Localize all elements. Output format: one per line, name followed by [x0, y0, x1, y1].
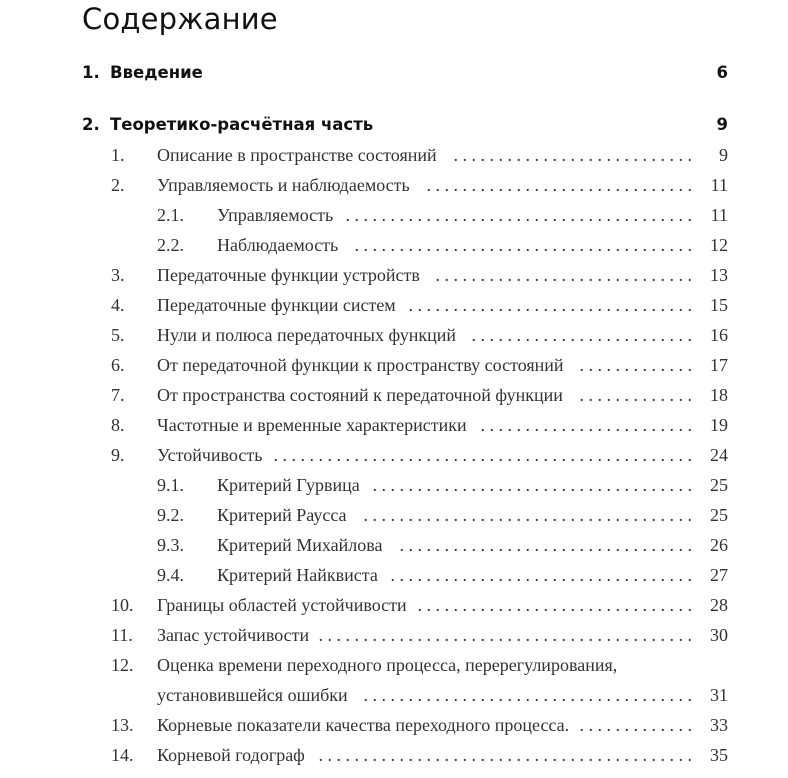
dot-leader: . . . . . . . . . . . . . . . . . . . . . . . . . . . . . . . .	[408, 295, 692, 315]
entry-page: 18	[710, 385, 728, 405]
entry-title: От передаточной функции к пространству состояний	[157, 355, 564, 375]
entry-page: 25	[710, 505, 728, 525]
toc-entry[interactable]	[0, 200, 788, 230]
entry-number: 1.	[111, 145, 125, 165]
entry-number: 5.	[111, 325, 125, 345]
dot-leader: . . . . . . . . . . . . . . . . . . . . . . . . . . . . . .	[426, 175, 692, 195]
entry-number: 9.2.	[157, 505, 184, 525]
chapter-page: 6	[716, 63, 728, 82]
entry-page: 30	[710, 625, 728, 645]
entry-number: 11.	[111, 625, 133, 645]
entry-number: 7.	[111, 385, 125, 405]
entry-title: Критерий Михайлова	[217, 535, 383, 555]
toc-entry[interactable]	[0, 470, 788, 500]
entry-number: 2.2.	[157, 235, 184, 255]
entry-title: Критерий Раусса	[217, 505, 347, 525]
entry-number: 13.	[111, 715, 134, 735]
entry-number: 3.	[111, 265, 125, 285]
chapter-page: 9	[716, 115, 728, 134]
entry-title: Передаточные функции устройств	[157, 265, 420, 285]
toc-entry[interactable]	[0, 590, 788, 620]
entry-title: Запас устойчивости	[157, 625, 310, 645]
chapter-number: 1.	[82, 63, 100, 82]
entry-title: От пространства состояний к передаточной функции	[157, 385, 563, 405]
entry-page: 9	[719, 145, 728, 165]
toc-entry[interactable]	[0, 410, 788, 440]
chapter-title: Теоретико-расчётная часть	[110, 115, 374, 134]
entry-page: 33	[710, 715, 728, 735]
dot-leader: . . . . . . . . . . . . . . . . . . . . . . . .	[480, 415, 692, 435]
entry-page: 13	[710, 265, 728, 285]
entry-number: 12.	[111, 655, 134, 675]
entry-number: 6.	[111, 355, 125, 375]
dot-leader: . . . . . . . . . . . . . . . . . . . . . . . . . . . . . . . . . . . . .	[363, 505, 692, 525]
toc-entry[interactable]	[0, 650, 788, 680]
chapter-number: 2.	[82, 115, 100, 134]
toc-entry[interactable]	[0, 170, 788, 200]
entry-page: 24	[710, 445, 728, 465]
dot-leader: . . . . . . . . . . . . . . . . . . . . . . . . . . . . . . . . . .	[390, 565, 692, 585]
toc-entry[interactable]	[0, 230, 788, 260]
chapter-title: Введение	[110, 63, 203, 82]
toc-entry[interactable]	[0, 710, 788, 740]
entry-title: Границы областей устойчивости	[157, 595, 407, 615]
entry-title: Описание в пространстве состояний	[157, 145, 437, 165]
entry-page: 17	[710, 355, 728, 375]
dot-leader: . . . . . . . . . . . . . . . . . . . . . . . . . . . . . . . . . . . . . . . . . .	[318, 625, 692, 645]
dot-leader: . . . . . . . . . . . . . . . . . . . . . . . . . . . . . . . . . . . . . . . . . . . . . . .	[273, 445, 692, 465]
entry-title: Корневые показатели качества переходного процесса.	[157, 715, 570, 735]
entry-title: Оценка времени переходного процесса, перерегулирования,	[157, 655, 618, 675]
entry-page: 25	[710, 475, 728, 495]
toc-entry[interactable]	[0, 620, 788, 650]
toc-entry[interactable]	[0, 680, 788, 710]
dot-leader: . . . . . . . . . . . . . . . . . . . . . . . . . . . . .	[435, 265, 692, 285]
toc-entry[interactable]	[0, 740, 788, 770]
dot-leader: . . . . . . . . . . . . . . . . . . . . . . . . . . . . . . . . . . . . . . . . . .	[318, 745, 692, 765]
toc-entry[interactable]	[0, 500, 788, 530]
toc-entry[interactable]	[0, 260, 788, 290]
entry-title: Корневой годограф	[157, 745, 305, 765]
entry-page: 31	[710, 685, 728, 705]
dot-leader: . . . . . . . . . . . . . . . . . . . . . . . . . . . . . . . . . . . . . . .	[345, 205, 692, 225]
entry-title: Критерий Гурвица	[217, 475, 360, 495]
toc-entry[interactable]	[0, 530, 788, 560]
dot-leader: . . . . . . . . . . . . . . . . . . . . . . . . . . . . . . . . .	[399, 535, 692, 555]
toc-entry[interactable]	[0, 350, 788, 380]
entry-page: 26	[710, 535, 728, 555]
entry-number: 10.	[111, 595, 134, 615]
entry-number: 14.	[111, 745, 134, 765]
page-title: Содержание	[82, 2, 278, 36]
dot-leader: . . . . . . . . . . . . . . . . . . . . . . . . . . .	[453, 145, 692, 165]
entry-page: 35	[710, 745, 728, 765]
dot-leader: . . . . . . . . . . . . . . . . . . . . . . . . . . . . . . . . . . . . . .	[354, 235, 692, 255]
entry-number: 4.	[111, 295, 125, 315]
entry-title: Частотные и временные характеристики	[157, 415, 467, 435]
dot-leader: . . . . . . . . . . . . .	[579, 385, 692, 405]
entry-title: Управляемость	[217, 205, 334, 225]
entry-title: установившейся ошибки	[157, 685, 348, 705]
toc-chapter-1[interactable]	[82, 61, 728, 85]
entry-number: 2.	[111, 175, 125, 195]
entry-page: 11	[710, 175, 728, 195]
dot-leader: . . . . . . . . . . . . . . . . . . . . . . . . . . . . . . .	[417, 595, 692, 615]
entry-page: 12	[710, 235, 728, 255]
toc-entry[interactable]	[0, 380, 788, 410]
entry-page: 11	[710, 205, 728, 225]
dot-leader: . . . . . . . . . . . . .	[579, 715, 692, 735]
entry-page: 15	[710, 295, 728, 315]
entry-page: 19	[710, 415, 728, 435]
entry-page: 16	[710, 325, 728, 345]
dot-leader: . . . . . . . . . . . . .	[579, 355, 692, 375]
dot-leader: . . . . . . . . . . . . . . . . . . . . . . . . . . . . . . . . . . . . .	[363, 685, 692, 705]
toc-entries	[0, 140, 788, 770]
dot-leader: . . . . . . . . . . . . . . . . . . . . . . . . . . . . . . . . . . . .	[372, 475, 692, 495]
entry-title: Управляемость и наблюдаемость	[157, 175, 410, 195]
dot-leader: . . . . . . . . . . . . . . . . . . . . . . . . .	[471, 325, 692, 345]
entry-number: 2.1.	[157, 205, 184, 225]
entry-number: 9.4.	[157, 565, 184, 585]
entry-number: 9.	[111, 445, 125, 465]
entry-page: 27	[710, 565, 728, 585]
entry-title: Устойчивость	[157, 445, 263, 465]
toc-entry[interactable]	[0, 440, 788, 470]
entry-page: 28	[710, 595, 728, 615]
toc-entry[interactable]	[0, 290, 788, 320]
toc-entry[interactable]	[0, 140, 788, 170]
entry-number: 9.1.	[157, 475, 184, 495]
entry-number: 8.	[111, 415, 125, 435]
entry-title: Передаточные функции систем	[157, 295, 396, 315]
entry-title: Наблюдаемость	[217, 235, 339, 255]
toc-chapter-2[interactable]	[82, 113, 728, 137]
entry-title: Критерий Найквиста	[217, 565, 378, 585]
entry-number: 9.3.	[157, 535, 184, 555]
entry-title: Нули и полюса передаточных функций	[157, 325, 456, 345]
toc-entry[interactable]	[0, 320, 788, 350]
toc-entry[interactable]	[0, 560, 788, 590]
